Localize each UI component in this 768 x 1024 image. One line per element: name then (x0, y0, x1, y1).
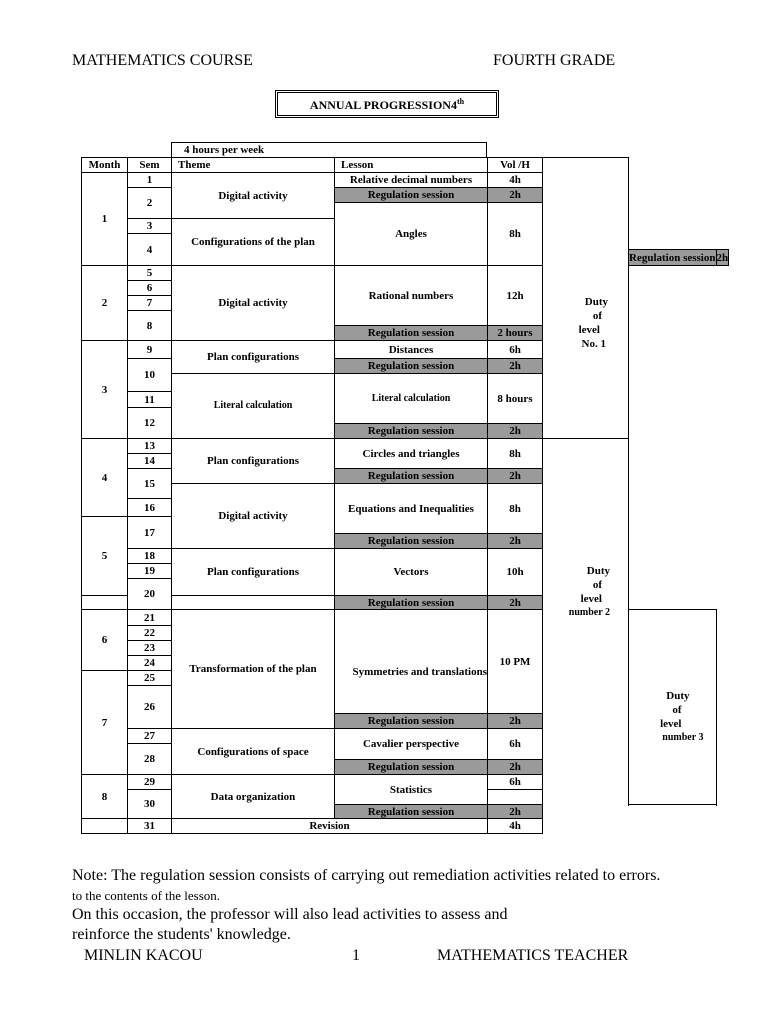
week-cell: 28 (128, 744, 172, 775)
footer-role: MATHEMATICS TEACHER (437, 947, 629, 964)
regulation-volume: 2h (488, 534, 543, 549)
week-cell: 16 (128, 499, 172, 517)
volume-cell: 6h (488, 729, 543, 760)
revision-volume: 4h (488, 819, 543, 834)
theme-cell: Configurations of space (172, 729, 335, 775)
week-cell: 2 (128, 188, 172, 219)
volume-cell: 10 PM (488, 610, 543, 714)
regulation-volume: 2 hours (488, 326, 543, 341)
regulation-cell: Regulation session (335, 596, 488, 610)
theme-cell: Data organization (172, 775, 335, 819)
duty-column (543, 158, 629, 439)
lesson-cell: Literal calculation (335, 374, 488, 424)
theme-cell: Plan configurations (172, 341, 335, 374)
progression-table (81, 157, 729, 834)
duty-1-l1: Duty (584, 296, 608, 308)
regulation-volume: 2h (488, 469, 543, 484)
theme-cell: Digital activity (172, 266, 335, 341)
week-cell: 29 (128, 775, 172, 790)
regulation-cell: Regulation session (335, 805, 488, 819)
duty-2-l2: of (592, 579, 602, 592)
regulation-cell: Regulation session (335, 534, 488, 549)
lesson-cell: Cavalier perspective (335, 729, 488, 760)
theme-cell: Transformation of the plan (172, 610, 335, 729)
week-cell: 11 (128, 392, 172, 408)
note-line-3: On this occasion, the professor will also lead activities to assess and (72, 906, 508, 923)
theme-cell: Plan configurations (172, 549, 335, 596)
week-cell: 9 (128, 341, 172, 359)
week-cell: 8 (128, 311, 172, 341)
week-cell: 25 (128, 671, 172, 686)
week-cell: 24 (128, 656, 172, 671)
volume-cell: 4h (488, 173, 543, 188)
col-header-month: Month (82, 158, 128, 173)
month-cell-empty (82, 596, 128, 610)
volume-cell: 6h (488, 775, 543, 790)
regulation-volume: 2h (488, 424, 543, 439)
week-cell: 19 (128, 564, 172, 579)
month-cell: 8 (82, 775, 128, 819)
theme-cell: Literal calculation (172, 374, 335, 439)
week-cell: 3 (128, 219, 172, 234)
regulation-volume: 2h (488, 359, 543, 374)
footer-page-number: 1 (352, 947, 360, 964)
duty-2-l1: Duty (586, 565, 610, 578)
month-cell: 6 (82, 610, 128, 671)
regulation-volume: 2h (488, 805, 543, 819)
week-cell: 27 (128, 729, 172, 744)
month-cell: 2 (82, 266, 128, 341)
month-cell: 4 (82, 439, 128, 517)
lesson-cell: Equations and Inequalities (335, 484, 488, 534)
duty-3-l1: Duty (666, 690, 690, 702)
duty-blank (543, 819, 629, 834)
regulation-cell: Regulation session (335, 326, 488, 341)
week-cell: 20 (128, 579, 172, 610)
progression-title-main: ANNUAL PROGRESSION4 (309, 98, 457, 112)
duty-column (629, 610, 717, 805)
week-cell: 4 (128, 234, 172, 266)
week-cell: 18 (128, 549, 172, 564)
lesson-cell: Circles and triangles (335, 439, 488, 469)
note-line-1: Note: The regulation session consists of carrying out remediation activities related to errors. (72, 867, 661, 884)
month-cell-empty (82, 819, 128, 834)
progression-title-box (275, 90, 499, 118)
lesson-cell: Rational numbers (335, 266, 488, 326)
theme-cell: Plan configurations (172, 439, 335, 484)
month-cell: 7 (82, 671, 128, 775)
lesson-cell: Angles (335, 203, 488, 266)
week-cell: 10 (128, 359, 172, 392)
lesson-cell: Distances (335, 341, 488, 359)
col-header-theme: Theme (172, 158, 335, 173)
course-title: MATHEMATICS COURSE (72, 52, 253, 69)
week-cell: 15 (128, 469, 172, 499)
col-header-lesson: Lesson (335, 158, 488, 173)
lesson-cell: Symmetries and translations (335, 610, 488, 714)
regulation-volume: 2h (488, 714, 543, 729)
revision-cell: Revision (172, 819, 488, 834)
theme-cell: Digital activity (172, 173, 335, 219)
grade-title: FOURTH GRADE (493, 52, 616, 69)
volume-cell: 8h (488, 203, 543, 266)
volume-cell: 8h (488, 439, 543, 469)
week-cell: 21 (128, 610, 172, 626)
month-cell: 1 (82, 173, 128, 266)
volume-cell: 6h (488, 341, 543, 359)
duty-1-l2: of (592, 310, 602, 322)
regulation-cell: Regulation session (335, 359, 488, 374)
volume-cell: 10h (488, 549, 543, 596)
week-cell: 13 (128, 439, 172, 454)
footer-teacher: MINLIN KACOU (84, 947, 203, 964)
duty-3-l2: of (672, 704, 682, 716)
duty-1-l4: No. 1 (581, 338, 606, 350)
theme-cell: Digital activity (172, 484, 335, 549)
regulation-cell: Regulation session (335, 714, 488, 729)
month-cell: 5 (82, 517, 128, 596)
volume-cell-empty (488, 790, 543, 805)
duty-3-l4: number 3 (662, 732, 704, 743)
week-cell: 6 (128, 281, 172, 296)
note-line-2: to the contents of the lesson. (72, 888, 221, 903)
lesson-cell: Relative decimal numbers (335, 173, 488, 188)
regulation-volume: 2h (716, 251, 729, 264)
col-header-sem: Sem (128, 158, 172, 173)
week-cell: 22 (128, 626, 172, 641)
month-cell: 3 (82, 341, 128, 439)
col-header-volume: Vol /H (488, 158, 543, 173)
note-line-4: reinforce the students' knowledge. (72, 926, 291, 943)
duty-2-l3: level (580, 593, 602, 606)
hours-per-week: 4 hours per week (171, 142, 487, 157)
regulation-volume: 2h (488, 760, 543, 775)
duty-1-l3: level (578, 324, 600, 336)
volume-cell: 12h (488, 266, 543, 326)
regulation-cell: Regulation session (335, 469, 488, 484)
regulation-volume: 2h (488, 596, 543, 610)
regulation-volume: 2h (488, 188, 543, 203)
week-cell: 17 (128, 517, 172, 549)
progression-title-sup: th (456, 97, 465, 106)
lesson-cell: Vectors (335, 549, 488, 596)
week-cell: 5 (128, 266, 172, 281)
week-cell: 14 (128, 454, 172, 469)
week-cell: 26 (128, 686, 172, 729)
duty-3-l3: level (660, 718, 682, 730)
regulation-cell: Regulation session (629, 251, 716, 264)
volume-cell: 8h (488, 484, 543, 534)
week-cell: 1 (128, 173, 172, 188)
regulation-cell: Regulation session (335, 424, 488, 439)
theme-cell-empty (172, 596, 335, 610)
regulation-cell: Regulation session (335, 188, 488, 203)
duty-column (543, 439, 629, 686)
week-cell: 23 (128, 641, 172, 656)
progression-title (278, 97, 496, 113)
duty-2-l4: number 2 (568, 607, 610, 619)
regulation-cell: Regulation session (335, 760, 488, 775)
theme-cell: Configurations of the plan (172, 219, 335, 266)
week-cell: 31 (128, 819, 172, 834)
week-cell: 12 (128, 408, 172, 439)
volume-cell: 8 hours (488, 374, 543, 424)
week-cell: 7 (128, 296, 172, 311)
week-cell: 30 (128, 790, 172, 819)
lesson-cell: Statistics (335, 775, 488, 805)
